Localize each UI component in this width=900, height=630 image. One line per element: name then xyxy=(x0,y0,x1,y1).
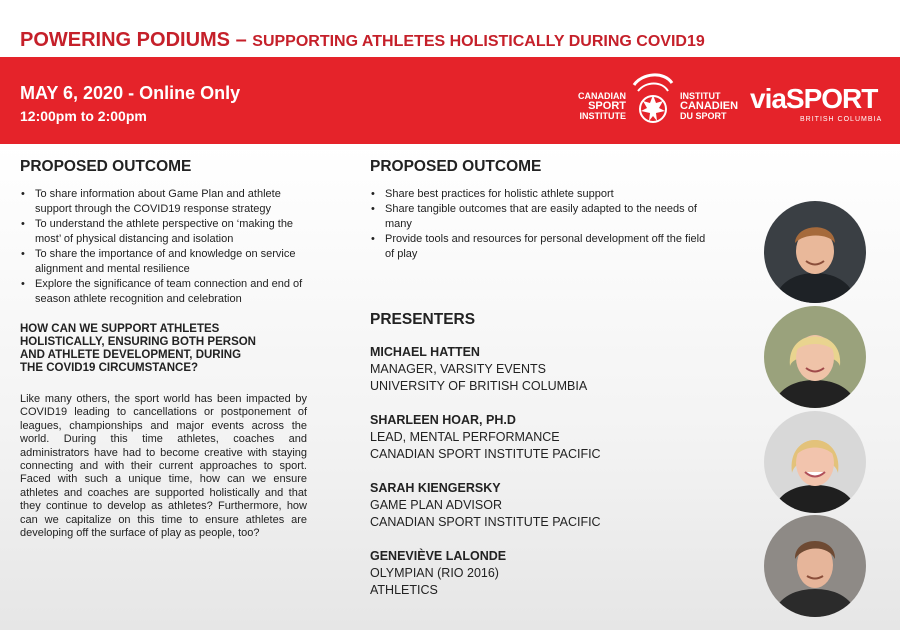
csi-logo-french xyxy=(680,91,740,121)
list-item: • Share tangible outcomes that are easily adapted to the needs of many xyxy=(370,202,715,232)
csi-fr-line-2: CANADIEN xyxy=(680,100,739,112)
viasport-logo-subtitle: BRITISH COLUMBIA xyxy=(800,116,883,123)
presenter-photo-genevieve xyxy=(764,515,866,617)
csi-fr-line-3: DU SPORT xyxy=(680,111,727,121)
presenter-org: UNIVERSITY OF BRITISH COLUMBIA xyxy=(370,379,588,393)
csi-maple-swoosh-icon xyxy=(628,71,678,131)
left-outcome-list xyxy=(20,187,315,307)
presenter-genevieve-lalonde xyxy=(370,548,700,599)
person-portrait-icon xyxy=(764,515,866,617)
presenter-photo-michael xyxy=(764,201,866,303)
presenter-photo-sharleen xyxy=(764,306,866,408)
csi-logo-english xyxy=(578,91,626,121)
presenter-name: SHARLEEN HOAR, PH.D xyxy=(370,413,516,427)
intro-paragraph: Like many others, the sport world has been impacted by COVID19 leading to cancellations or postponement of leagues, championships and major events across the world. During this time athletes, coaches and administrators have had to become creative with staying connecting and with their current approaches to sport. Faced with such a unique time, how can we ensure athletes and coaches are supported holistically and that they continue to develop as athletes? Furthermore, how can we capitalize on this time to ensure athletes are developing off the surface of play as people, too? xyxy=(20,393,307,540)
presenter-name: GENEVIÈVE LALONDE xyxy=(370,549,507,563)
event-time: 12:00pm to 2:00pm xyxy=(20,108,147,124)
page-title xyxy=(20,17,705,54)
csi-en-line-3: INSTITUTE xyxy=(579,111,626,121)
list-item: • To share the importance of and knowledge on service alignment and mental resilience xyxy=(20,247,315,277)
person-portrait-icon xyxy=(764,411,866,513)
list-item: • Provide tools and resources for personal development off the field of play xyxy=(370,232,715,262)
right-outcome-heading: PROPOSED OUTCOME xyxy=(370,158,542,175)
list-item: • To understand the athlete perspective on ‘making the most’ of physical distancing and isolation xyxy=(20,217,315,247)
presenter-org: CANADIAN SPORT INSTITUTE PACIFIC xyxy=(370,515,601,529)
presenter-michael-hatten xyxy=(370,344,700,395)
presenter-photo-sarah xyxy=(764,411,866,513)
right-outcome-list xyxy=(370,187,715,262)
event-banner xyxy=(0,57,900,144)
title-subtitle: SUPPORTING ATHLETES HOLISTICALLY DURING COVID19 xyxy=(252,33,705,50)
list-item: • To share information about Game Plan and athlete support through the COVID19 response strategy xyxy=(20,187,315,217)
presenter-name: MICHAEL HATTEN xyxy=(370,345,480,359)
title-separator: – xyxy=(230,29,253,51)
title-bar xyxy=(0,0,900,57)
person-portrait-icon xyxy=(764,201,866,303)
presenter-role: LEAD, MENTAL PERFORMANCE xyxy=(370,430,560,444)
presenter-name: SARAH KIENGERSKY xyxy=(370,481,501,495)
list-item: • Explore the significance of team connection and end of season athlete recognition and celebration xyxy=(20,277,315,307)
presenters-heading: PRESENTERS xyxy=(370,311,476,328)
csi-en-line-2: SPORT xyxy=(588,100,626,112)
key-question: HOW CAN WE SUPPORT ATHLETES HOLISTICALLY, ENSURING BOTH PERSON AND ATHLETE DEVELOPMENT, DURING THE COVID19 CIRCUMSTANCE? xyxy=(20,323,256,374)
presenter-role: OLYMPIAN (RIO 2016) xyxy=(370,566,499,580)
csi-fr-line-1: INSTITUT xyxy=(680,91,721,101)
title-main: POWERING PODIUMS xyxy=(20,29,231,51)
presenter-sharleen-hoar xyxy=(370,412,700,463)
person-portrait-icon xyxy=(764,306,866,408)
presenter-org: ATHLETICS xyxy=(370,583,438,597)
presenter-sarah-kiengersky xyxy=(370,480,700,531)
presenter-role: GAME PLAN ADVISOR xyxy=(370,498,502,512)
left-outcome-heading: PROPOSED OUTCOME xyxy=(20,158,192,175)
presenter-role: MANAGER, VARSITY EVENTS xyxy=(370,362,546,376)
viasport-logo: viaSPORT xyxy=(750,83,878,114)
presenter-org: CANADIAN SPORT INSTITUTE PACIFIC xyxy=(370,447,601,461)
csi-en-line-1: CANADIAN xyxy=(578,91,626,101)
csi-logo xyxy=(578,69,738,133)
event-date: MAY 6, 2020 - Online Only xyxy=(20,83,241,103)
list-item: • Share best practices for holistic athlete support xyxy=(370,187,715,202)
